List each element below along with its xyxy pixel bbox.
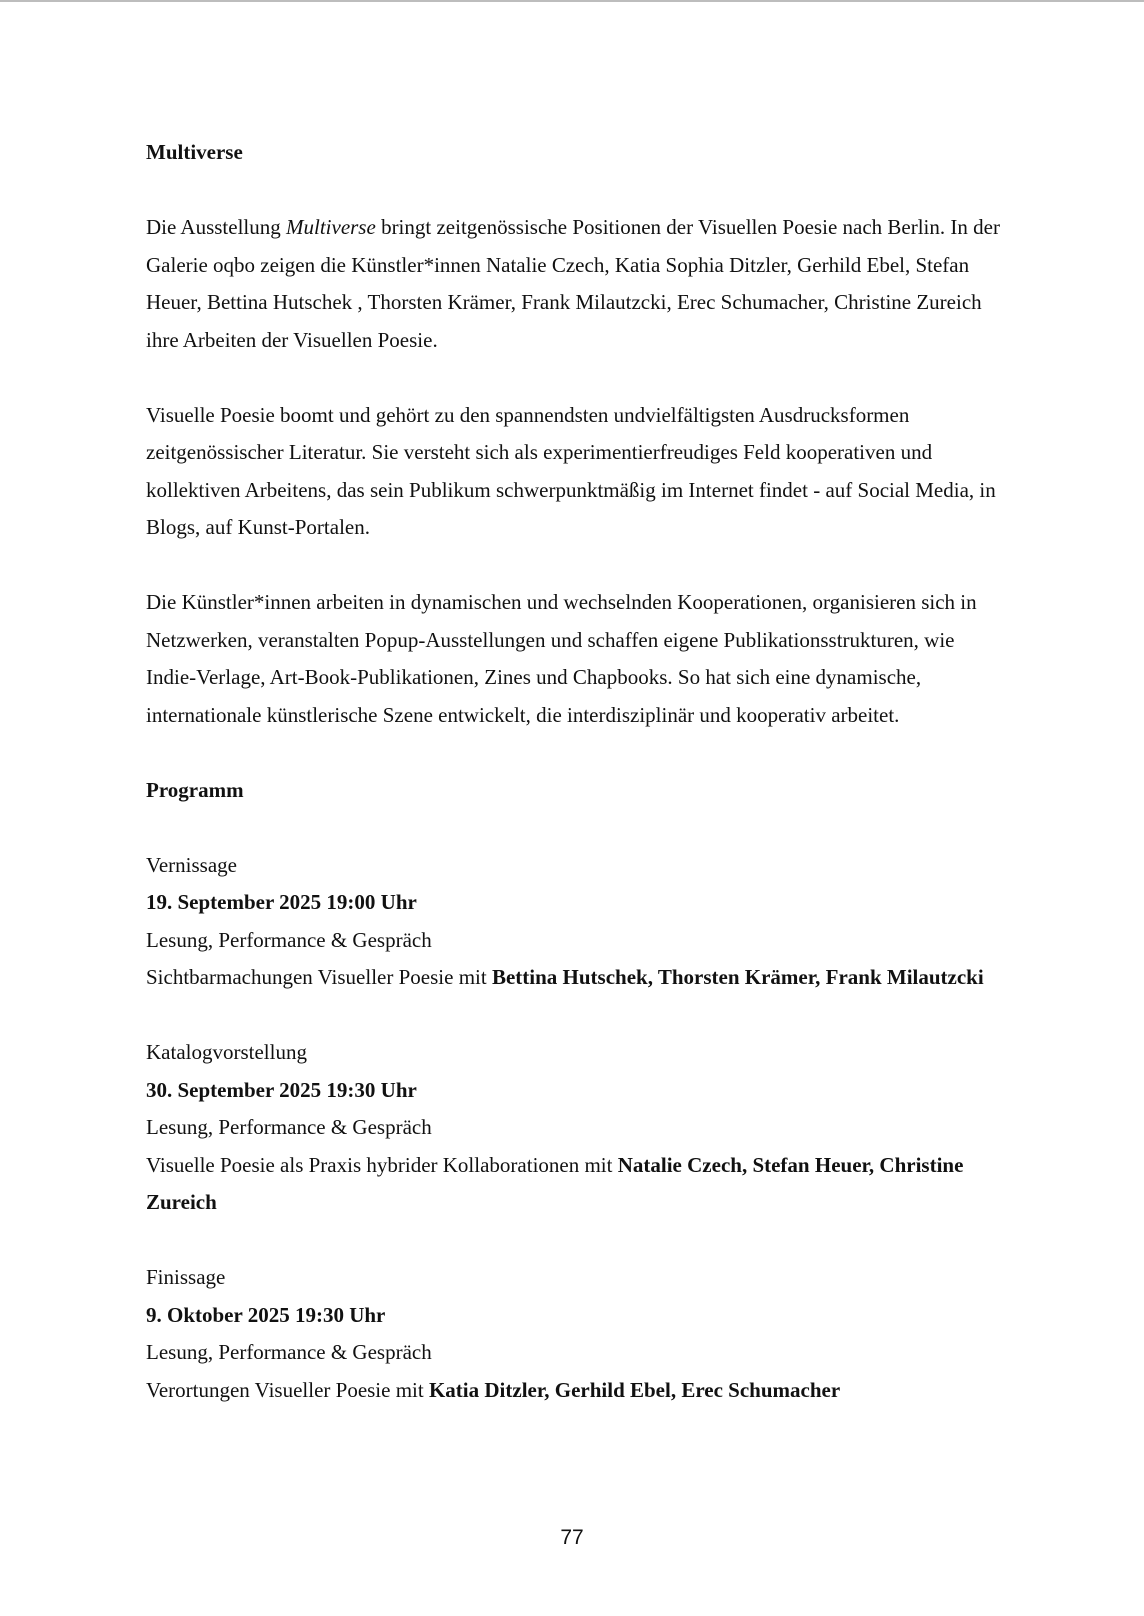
program-heading: Programm: [146, 777, 244, 802]
intro-prefix: Die Ausstellung: [146, 215, 286, 239]
event-type: Finissage: [146, 1265, 226, 1289]
event-artists: Katia Ditzler, Gerhild Ebel, Erec Schumacher: [428, 1377, 841, 1402]
event-format: Lesung, Performance & Gespräch: [146, 1115, 432, 1139]
spacer: [146, 809, 1006, 847]
section-title: Multiverse: [146, 140, 243, 164]
spacer: [146, 547, 1006, 585]
intro-paragraph: [146, 209, 1006, 359]
event-description-text: Visuelle Poesie als Praxis hybrider Kollaborationen mit: [146, 1152, 618, 1177]
event-katalogvorstellung: [146, 1034, 1006, 1222]
event-format: Lesung, Performance & Gespräch: [146, 1340, 432, 1364]
event-description: [146, 1372, 1006, 1410]
event-finissage: [146, 1259, 1006, 1409]
page-content: [146, 118, 1006, 1409]
event-description-text: Verortungen Visueller Poesie mit: [146, 1377, 429, 1402]
spacer: [146, 734, 1006, 772]
spacer: [146, 172, 1006, 210]
event-artists: Bettina Hutschek, Thorsten Krämer, Frank Milautzcki: [491, 965, 984, 989]
event-type: Katalogvorstellung: [146, 1040, 307, 1064]
event-date: 19. September 2025 19:00 Uhr: [146, 890, 417, 914]
event-description: [146, 1147, 1006, 1222]
event-date: 9. Oktober 2025 19:30 Uhr: [146, 1302, 386, 1327]
event-description-text: Sichtbarmachungen Visueller Poesie mit: [146, 965, 492, 989]
exhibition-name: Multiverse: [286, 215, 376, 239]
spacer: [146, 359, 1006, 397]
page-number: 77: [560, 1526, 584, 1549]
event-type: Vernissage: [146, 852, 237, 877]
event-format: Lesung, Performance & Gespräch: [146, 927, 432, 952]
event-date: 30. September 2025 19:30 Uhr: [146, 1077, 417, 1102]
event-vernissage: [146, 847, 1006, 997]
paragraph-artists: Die Künstler*innen arbeiten in dynamischen und wechselnden Kooperationen, organisieren sich in Netzwerken, veranstalten Popup-Ausstellungen und schaffen eigene Publikationsstrukturen, wie Indie-Verlage, Art-Book-Publikationen, Zines und Chapbooks. So hat sich eine dynamische, internationale künstlerische Szene entwickelt, die interdisziplinär und kooperativ arbeitet.: [146, 590, 977, 727]
paragraph-visual-poetry: Visuelle Poesie boomt und gehört zu den spannendsten undvielfältigsten Ausdrucksformen zeitgenössischer Literatur. Sie versteht sich als experimentierfreudiges Feld kooperativen und kollektiven Arbeitens, das sein Publikum schwerpunktmäßig im Internet findet - auf Social Media, in Blogs, auf Kunst-Portalen.: [146, 402, 996, 539]
intro-suffix: bringt zeitgenössische Positionen der Visuellen Poesie nach Berlin. In der Galerie oqbo zeigen die Künstler*innen Natalie Czech, Katia Sophia Ditzler, Gerhild Ebel, Stefan Heuer, Bettina Hutschek , Thorsten Krämer, Frank Milautzcki, Erec Schumacher, Christine Zureich ihre Arbeiten der Visuellen Poesie.: [146, 215, 1000, 352]
event-artists: Natalie Czech, Stefan Heuer, Christine Zureich: [146, 1152, 964, 1214]
spacer: [146, 997, 1006, 1035]
spacer: [146, 1222, 1006, 1260]
event-description: [146, 959, 1006, 997]
